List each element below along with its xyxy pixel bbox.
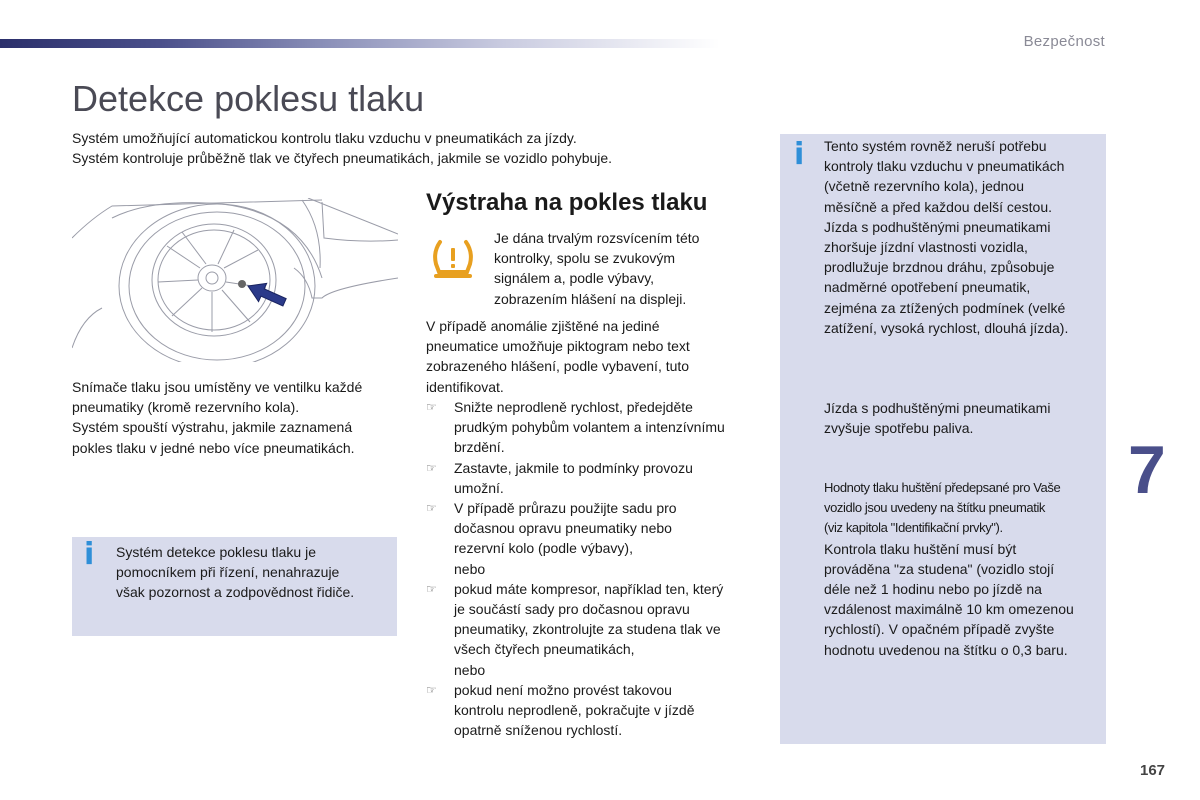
section-label: Bezpečnost xyxy=(1023,33,1105,50)
pointing-hand-icon: ☞ xyxy=(426,581,437,596)
list-item-line: nebo xyxy=(454,560,486,577)
info-line: Hodnoty tlaku huštění předepsané pro Vaše xyxy=(824,480,1061,495)
list-item-line: pokud není možno provést takovou xyxy=(454,681,672,698)
warning-line: signálem a, podle výbavy, xyxy=(494,270,655,287)
sensor-line: pneumatiky (kromě rezervního kola). xyxy=(72,399,300,416)
action-list xyxy=(426,397,766,740)
warning-line: kontrolky, spolu se zvukovým xyxy=(494,250,676,267)
anomaly-line: pneumatice umožňuje piktogram nebo text xyxy=(426,338,690,355)
list-item-line: dočasnou opravu pneumatiky nebo xyxy=(454,520,672,537)
list-item-line: prudkým pohybům volantem a intenzívnímu xyxy=(454,419,725,436)
anomaly-line: identifikovat. xyxy=(426,378,504,395)
anomaly-line: V případě anomálie zjištěné na jediné xyxy=(426,318,660,334)
pointing-hand-icon: ☞ xyxy=(426,501,437,516)
info-line: Jízda s podhuštěnými pneumatikami xyxy=(824,400,1051,416)
warning-description xyxy=(494,228,734,309)
list-item-line: opatrně sníženou rychlostí. xyxy=(454,722,623,739)
list-item-line: pneumatiky, zkontrolujte za studena tlak ve xyxy=(454,621,721,638)
info-line: vzdálenost maximálně 10 km omezenou xyxy=(824,601,1074,618)
info-line: déle než 1 hodinu nebo po jízdě na xyxy=(824,581,1042,598)
info-line: zvyšuje spotřebu paliva. xyxy=(824,420,974,437)
info-line: zejména za ztížených podmínek (velké xyxy=(824,299,1066,316)
list-item-line: nebo xyxy=(454,661,486,678)
info-line: Kontrola tlaku huštění musí být xyxy=(824,540,1017,557)
list-item xyxy=(426,579,766,680)
info-line: prováděna "za studena" (vozidlo stojí xyxy=(824,560,1055,577)
info-line: Jízda s podhuštěnými pneumatikami xyxy=(824,218,1051,235)
info-box-text xyxy=(824,136,1104,338)
warning-line: zobrazením hlášení na displeji. xyxy=(494,290,687,307)
info-line: (viz kapitola "Identifikační prvky"). xyxy=(824,520,1003,536)
info-line: kontroly tlaku vzduchu v pneumatikách xyxy=(824,158,1065,175)
list-item-line: umožní. xyxy=(454,479,504,496)
sensor-line: Snímače tlaku jsou umístěny ve ventilku každé xyxy=(72,379,363,395)
intro-paragraph xyxy=(72,128,692,168)
anomaly-line: zobrazeného hlášení, podle vybavení, tuto xyxy=(426,358,690,375)
info-box-tyre-check xyxy=(780,134,1106,744)
info-line: Tento systém rovněž neruší potřebu xyxy=(824,138,1047,154)
page-title: Detekce poklesu tlaku xyxy=(72,78,425,119)
wheel-sensor-illustration xyxy=(72,198,398,362)
list-item-line: Snižte neprodleně rychlost, předejděte xyxy=(454,399,693,415)
pressure-values-note xyxy=(824,478,1104,660)
list-item-line: rezervní kolo (podle výbavy), xyxy=(454,540,633,557)
header-decor-bar xyxy=(0,39,720,48)
list-item-line: všech čtyřech pneumatikách, xyxy=(454,641,635,658)
info-line: nadměrné opotřebení pneumatik, xyxy=(824,279,1031,296)
info-icon: i xyxy=(84,537,95,572)
info-line: Systém detekce poklesu tlaku je xyxy=(116,544,316,560)
tyre-pressure-warning-icon xyxy=(430,234,476,280)
info-line: zatížení, vysoká rychlost, dlouhá jízda). xyxy=(824,319,1069,336)
info-line: prodlužuje brzdnou dráhu, způsobuje xyxy=(824,259,1055,276)
list-item xyxy=(426,680,766,741)
list-item-line: V případě průrazu použijte sadu pro xyxy=(454,500,677,517)
sensor-line: pokles tlaku v jedné nebo více pneumatikách. xyxy=(72,439,355,456)
info-line: rychlostí). V opačném případě zvyšte xyxy=(824,621,1055,638)
intro-line: Systém umožňující automatickou kontrolu tlaku vzduchu v pneumatikách za jízdy. xyxy=(72,130,577,146)
info-line: zhoršuje jízdní vlastnosti vozidla, xyxy=(824,239,1028,256)
list-item-line: Zastavte, jakmile to podmínky provozu xyxy=(454,459,693,476)
pointing-hand-icon: ☞ xyxy=(426,400,437,414)
list-item-line: pokud máte kompresor, například ten, který xyxy=(454,580,724,597)
warning-line: Je dána trvalým rozsvícením této xyxy=(494,230,700,246)
info-line: měsíčně a před každou delší cestou. xyxy=(824,198,1053,215)
pointing-hand-icon: ☞ xyxy=(426,682,437,697)
info-line: (včetně rezervního kola), jednou xyxy=(824,178,1024,195)
list-item-line: je součástí sady pro dočasnou opravu xyxy=(454,601,690,618)
pointing-hand-icon: ☞ xyxy=(426,460,437,475)
list-item xyxy=(426,498,766,579)
list-item-line: brzdění. xyxy=(454,439,505,456)
chapter-number: 7 xyxy=(1128,432,1166,508)
info-box-text xyxy=(116,542,396,603)
list-item xyxy=(426,458,766,498)
sensor-paragraph xyxy=(72,377,402,458)
info-icon: i xyxy=(794,137,805,172)
sensor-line: Systém spouští výstrahu, jakmile zaznamená xyxy=(72,419,353,436)
anomaly-paragraph xyxy=(426,316,766,397)
info-line: pomocníkem při řízení, nenahrazuje xyxy=(116,564,340,581)
intro-line: Systém kontroluje průběžně tlak ve čtyřech pneumatikách, jakmile se vozidlo pohybuje. xyxy=(72,150,613,167)
fuel-consumption-note xyxy=(824,398,1104,438)
section-heading-warning: Výstraha na pokles tlaku xyxy=(426,189,708,216)
info-line: vozidlo jsou uvedeny na štítku pneumatik xyxy=(824,500,1046,516)
info-line: hodnotu uvedenou na štítku o 0,3 baru. xyxy=(824,641,1068,658)
list-item-line: kontrolu neprodleně, pokračujte v jízdě xyxy=(454,702,695,719)
list-item xyxy=(426,397,766,458)
info-line: však pozornost a zodpovědnost řidiče. xyxy=(116,584,355,601)
info-box-driver-aid xyxy=(72,537,397,636)
page-number: 167 xyxy=(1140,762,1166,779)
